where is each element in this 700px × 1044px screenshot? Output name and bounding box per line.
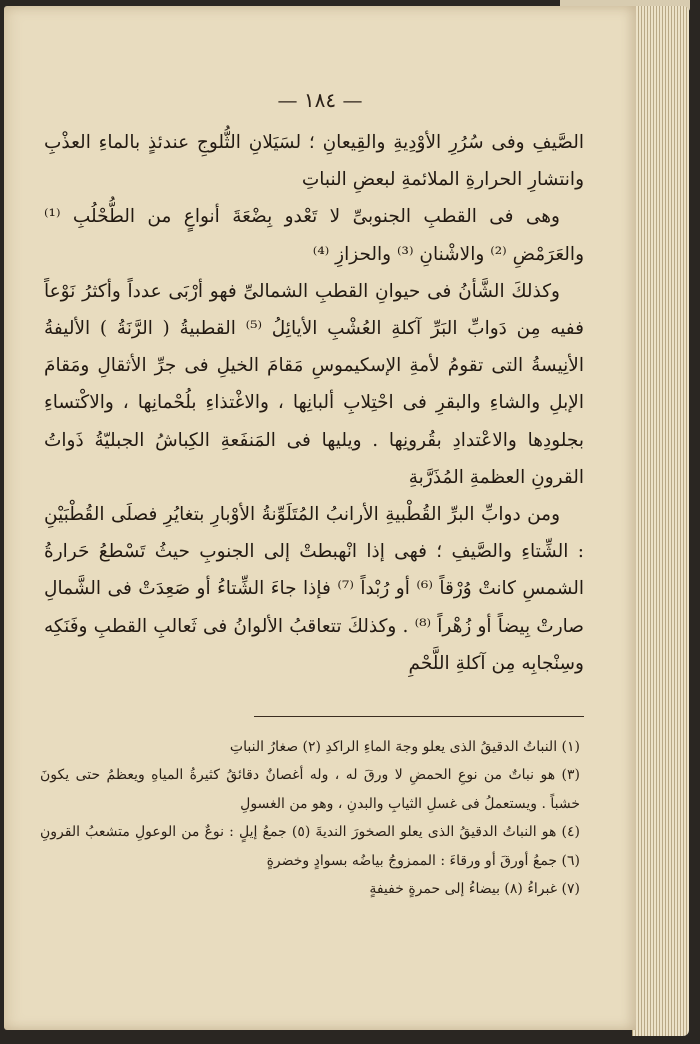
footnote-divider — [254, 716, 584, 717]
paragraph: الصَّيفِ وفى سُرُرِ الأوْدِيةِ والقِيعانِ ؛ لسَيَلانِ الثُّلوجِ عندئذٍ بالماءِ العذْبِ وانتشارِ الحرارةِ الملائمةِ لبعضِ النباتِ — [44, 132, 584, 191]
footnote: (٣) هو نباتٌ من نوعِ الحمضِ لا ورقَ له ، وله أغصانٌ دقائقُ كثيرةُ المياهِ ويعظمُ حتى يكونَ خشباً . ويستعملُ فى غسلِ الثيابِ والبدنِ ، وهو من الغسولِ — [40, 767, 580, 812]
footnote: (٤) هو النباتُ الدقيقُ الذى يعلو الصخورَ النديةَ (٥) جمعُ إيلٍ : نوعٌ من الوعولِ متشعبُ القرونِ (٦) جمعُ أورقَ أو ورقاءَ : الممزوجُ بياضُه بسوادٍ وخضرةٍ — [40, 824, 580, 869]
body-text — [44, 124, 584, 682]
footnote: (١) النباتُ الدقيقُ الذى يعلو وجهَ الماءِ الراكدِ (٢) صغارُ النباتِ — [229, 739, 580, 755]
paragraph: وكذلكَ الشَّأنُ فى حيوانِ القطبِ الشمالىِّ فهو أرْبَى عدداً وأكثرُ نَوْعاً ففيه مِن دَوابِّ البَرِّ آكلةِ العُشْبِ الأيائِلُ ⁽⁵⁾ القطبيةُ ( الرَّنَةُ ) الأليفةُ الأنِيسةُ التى تقومُ لأمةِ الإسكيموسِ مَقامَ الخيلِ فى جرِّ الأثقالِ ومَقامَ الإبلِ والشاءِ والبقرِ فى احْتِلابِ ألبانِها ، والاغْتذاءِ بلُحْمانِها ، والاكْتساءِ بجلودِها والاعْتدادِ بقُرونِها . ويليها فى المَنفَعةِ الكِباشُ الجبليّةُ ذَواتُ القرونِ العظمةِ المُذَرَّبةِ — [44, 280, 584, 488]
book-page-edges — [632, 6, 689, 1036]
book-page — [4, 6, 636, 1030]
paragraph: وهى فى القطبِ الجنوبىِّ لا تَعْدو بِضْعَةَ أنواعٍ من الطُّحْلُبِ ⁽¹⁾ والعَرَمْضِ ⁽²⁾ والاشْنانِ ⁽³⁾ والحزازِ ⁽⁴⁾ — [44, 206, 584, 265]
paragraph: ومن دوابِّ البرِّ القُطْبيةِ الأرانبُ المُتَلَوِّنةُ الأوْبارِ بتغايُرِ فصلَى القُطْبَيْنِ : الشِّتاءِ والصَّيفِ ؛ فهى إذا انْهبطتْ إلى الجنوبِ حيثُ تَسْطعُ حَرارةُ الشمسِ كانتْ وُرْقاً ⁽⁶⁾ أو رُبْداً ⁽⁷⁾ فإذا جاءَ الشِّتاءُ أو صَعِدَتْ فى الشَّمالِ صارتْ بِيضاً أو زُهْراً ⁽⁸⁾ . وكذلكَ تتعاقبُ الألوانُ فى ثَعالبِ القطبِ وفَنَكِه وسِنْجابِه مِن آكلةِ اللَّحْمِ — [44, 504, 584, 674]
footnote: (٧) غبراءُ (٨) بيضاءُ إلى حمرةٍ خفيفةٍ — [369, 881, 580, 898]
page-number: — ١٨٤ — — [277, 88, 363, 112]
footnotes — [40, 733, 580, 903]
